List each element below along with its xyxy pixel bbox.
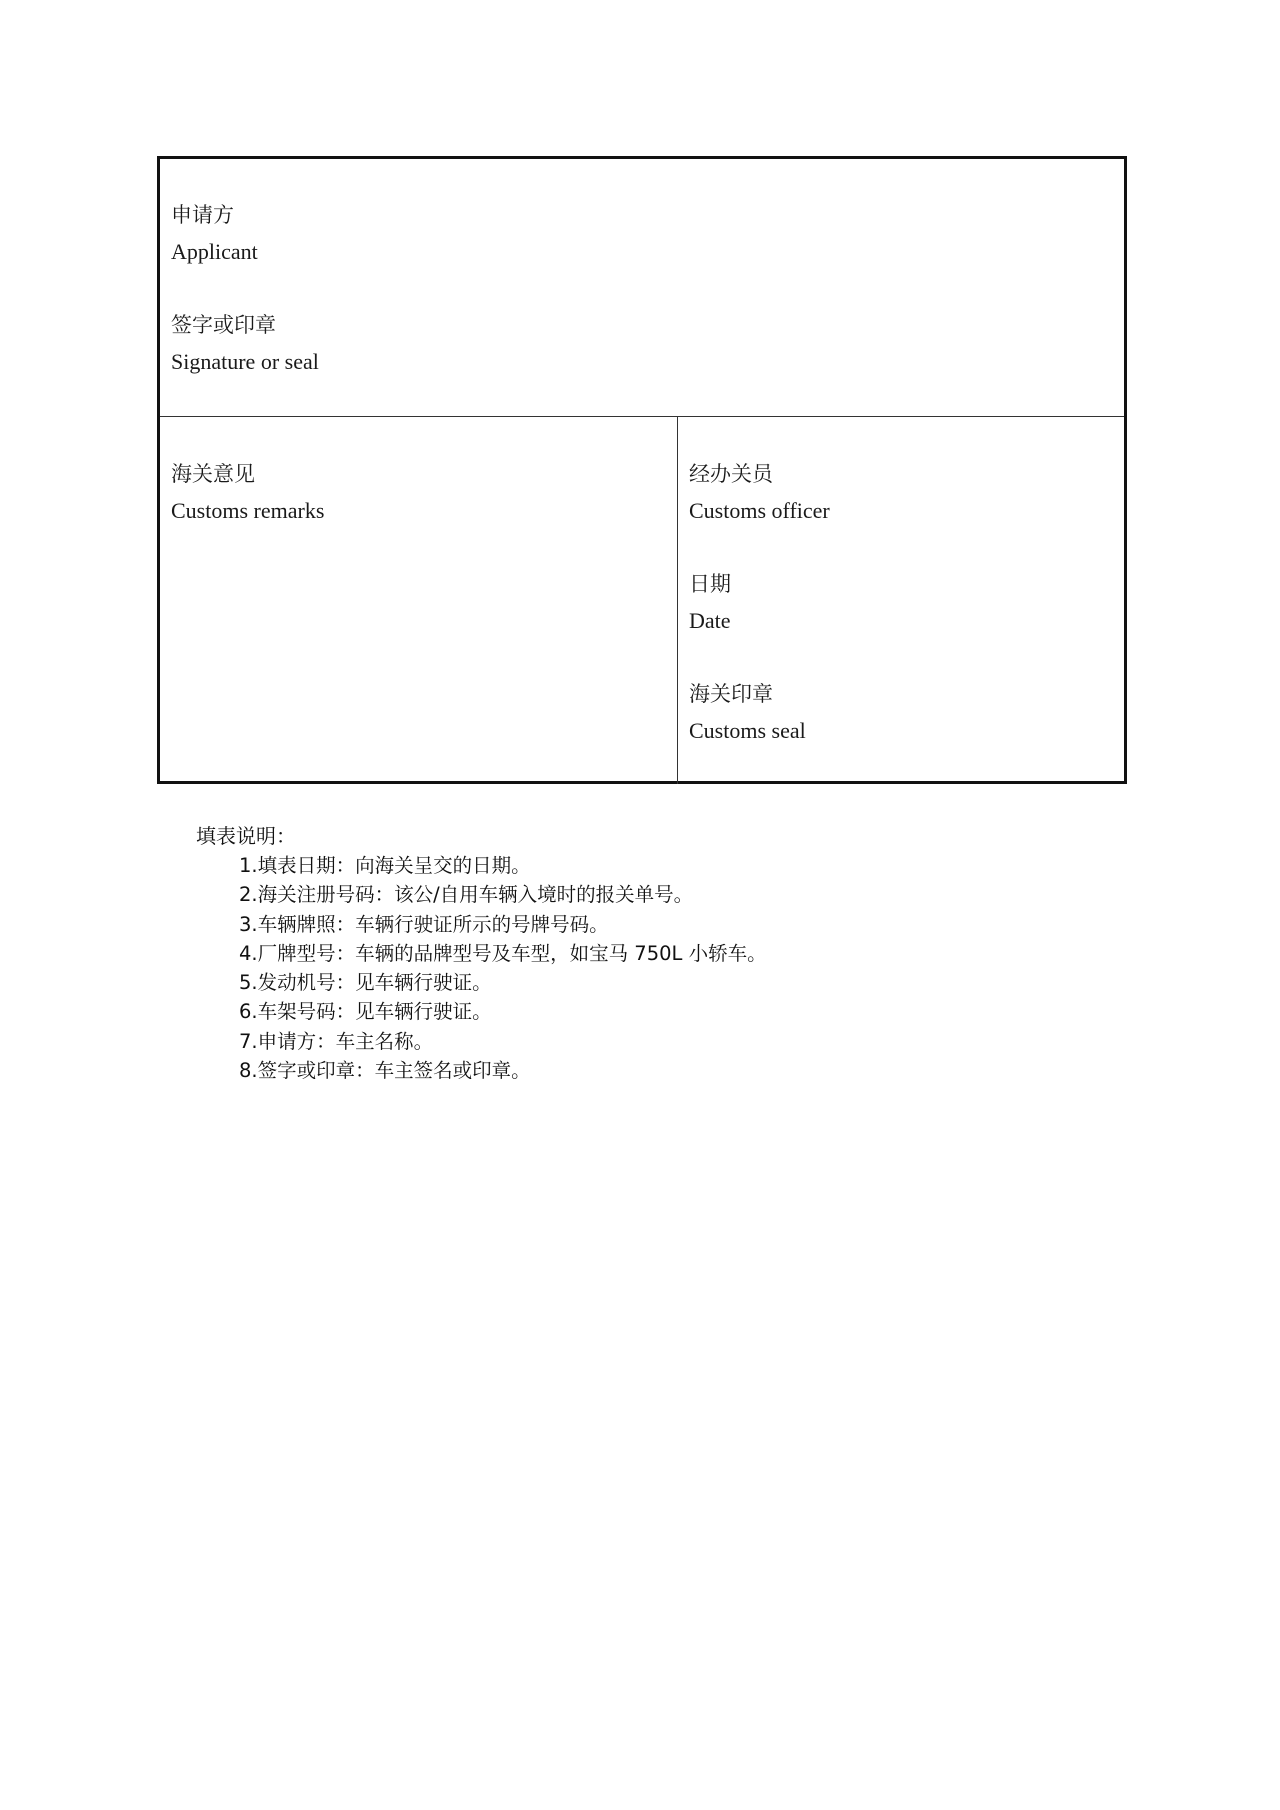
instruction-item: 5.发动机号：见车辆行驶证。 [239, 971, 492, 995]
customs-officer-label-en: Customs officer [689, 498, 830, 523]
customs-remarks-label-en: Customs remarks [171, 498, 325, 523]
instruction-item: 8.签字或印章：车主签名或印章。 [239, 1059, 531, 1083]
signature-label-cn: 签字或印章 [171, 313, 276, 337]
applicant-label-cn: 申请方 [171, 203, 234, 227]
applicant-section [160, 159, 1124, 417]
instruction-item: 1.填表日期：向海关呈交的日期。 [239, 854, 531, 877]
customs-officer-field [689, 462, 830, 523]
instruction-item: 6.车架号码：见车辆行驶证。 [239, 1000, 492, 1024]
customs-remarks-field [171, 462, 324, 523]
instructions-title: 填表说明： [196, 824, 296, 848]
declaration-form-table [157, 156, 1127, 784]
customs-seal-label-cn: 海关印章 [689, 682, 773, 706]
customs-officer-cell [678, 417, 1124, 784]
customs-section [160, 417, 1124, 784]
customs-officer-label-cn: 经办关员 [689, 462, 773, 486]
instruction-item: 7.申请方：车主名称。 [239, 1029, 434, 1053]
date-label-cn: 日期 [689, 572, 731, 596]
customs-remarks-cell [160, 417, 678, 784]
instruction-item: 2.海关注册号码：该公/自用车辆入境时的报关单号。 [239, 883, 694, 907]
applicant-field [171, 203, 258, 264]
instruction-item: 3.车辆牌照：车辆行驶证所示的号牌号码。 [239, 912, 609, 936]
applicant-label-en: Applicant [171, 239, 258, 264]
instructions-list [196, 851, 1096, 1085]
filling-instructions [196, 822, 1096, 1085]
customs-seal-field [689, 682, 806, 743]
customs-remarks-label-cn: 海关意见 [171, 462, 255, 486]
date-field [689, 572, 731, 633]
date-label-en: Date [689, 608, 731, 633]
instruction-item: 4.厂牌型号：车辆的品牌型号及车型，如宝马 750L 小轿车。 [239, 941, 767, 965]
applicant-signature-field [171, 313, 319, 374]
customs-seal-label-en: Customs seal [689, 718, 806, 743]
signature-label-en: Signature or seal [171, 349, 319, 374]
